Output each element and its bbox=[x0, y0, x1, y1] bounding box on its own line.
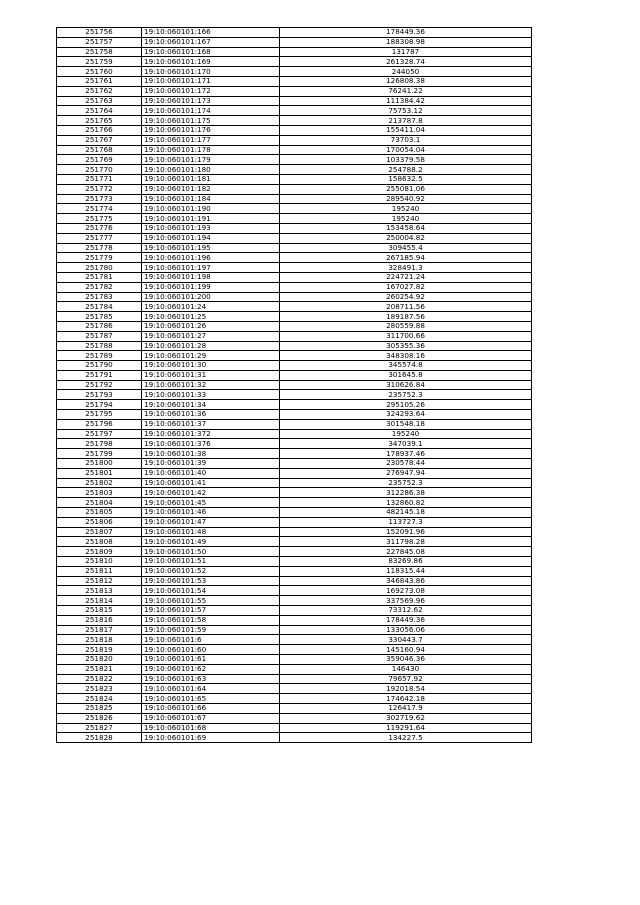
cadastral-number-cell: 19:10:060101:24 bbox=[142, 302, 280, 312]
cadastral-number-cell: 19:10:060101:180 bbox=[142, 165, 280, 175]
cadastral-number-cell: 19:10:060101:197 bbox=[142, 263, 280, 273]
value-cell: 113727.3 bbox=[280, 517, 532, 527]
value-cell: 227845.08 bbox=[280, 547, 532, 557]
table-row bbox=[57, 517, 532, 527]
table-row bbox=[57, 449, 532, 459]
cadastral-number-cell: 19:10:060101:26 bbox=[142, 321, 280, 331]
value-cell: 254788.2 bbox=[280, 165, 532, 175]
value-cell: 146430 bbox=[280, 664, 532, 674]
table-row bbox=[57, 468, 532, 478]
value-cell: 153458.64 bbox=[280, 223, 532, 233]
table-row bbox=[57, 302, 532, 312]
value-cell: 189187.56 bbox=[280, 312, 532, 322]
cadastral-number-cell: 19:10:060101:174 bbox=[142, 106, 280, 116]
row-id-cell: 251824 bbox=[57, 694, 142, 704]
cadastral-number-cell: 19:10:060101:199 bbox=[142, 282, 280, 292]
cadastral-number-cell: 19:10:060101:69 bbox=[142, 733, 280, 743]
value-cell: 309455.4 bbox=[280, 243, 532, 253]
value-cell: 311700.66 bbox=[280, 331, 532, 341]
value-cell: 73312.62 bbox=[280, 606, 532, 616]
table-row bbox=[57, 145, 532, 155]
cadastral-number-cell: 19:10:060101:172 bbox=[142, 86, 280, 96]
table-row bbox=[57, 498, 532, 508]
row-id-cell: 251800 bbox=[57, 459, 142, 469]
table-row bbox=[57, 557, 532, 567]
value-cell: 224721.24 bbox=[280, 272, 532, 282]
value-cell: 126808.38 bbox=[280, 76, 532, 86]
row-id-cell: 251818 bbox=[57, 635, 142, 645]
row-id-cell: 251793 bbox=[57, 390, 142, 400]
value-cell: 295105.26 bbox=[280, 400, 532, 410]
cadastral-number-cell: 19:10:060101:196 bbox=[142, 253, 280, 263]
row-id-cell: 251795 bbox=[57, 410, 142, 420]
row-id-cell: 251782 bbox=[57, 282, 142, 292]
cadastral-number-cell: 19:10:060101:182 bbox=[142, 184, 280, 194]
row-id-cell: 251759 bbox=[57, 57, 142, 67]
table-row bbox=[57, 380, 532, 390]
cadastral-number-cell: 19:10:060101:194 bbox=[142, 233, 280, 243]
cadastral-number-cell: 19:10:060101:51 bbox=[142, 557, 280, 567]
table-row bbox=[57, 243, 532, 253]
cadastral-number-cell: 19:10:060101:47 bbox=[142, 517, 280, 527]
row-id-cell: 251765 bbox=[57, 116, 142, 126]
row-id-cell: 251781 bbox=[57, 272, 142, 282]
table-row bbox=[57, 106, 532, 116]
value-cell: 133056.06 bbox=[280, 625, 532, 635]
row-id-cell: 251758 bbox=[57, 47, 142, 57]
row-id-cell: 251774 bbox=[57, 204, 142, 214]
table-row bbox=[57, 723, 532, 733]
cadastral-number-cell: 19:10:060101:67 bbox=[142, 713, 280, 723]
row-id-cell: 251804 bbox=[57, 498, 142, 508]
row-id-cell: 251796 bbox=[57, 419, 142, 429]
cadastral-number-cell: 19:10:060101:178 bbox=[142, 145, 280, 155]
value-cell: 255081.06 bbox=[280, 184, 532, 194]
cadastral-number-cell: 19:10:060101:166 bbox=[142, 28, 280, 38]
cadastral-number-cell: 19:10:060101:181 bbox=[142, 174, 280, 184]
cadastral-number-cell: 19:10:060101:45 bbox=[142, 498, 280, 508]
value-cell: 328491.3 bbox=[280, 263, 532, 273]
table-row bbox=[57, 204, 532, 214]
row-id-cell: 251790 bbox=[57, 361, 142, 371]
row-id-cell: 251768 bbox=[57, 145, 142, 155]
value-cell: 174642.18 bbox=[280, 694, 532, 704]
table-row bbox=[57, 76, 532, 86]
row-id-cell: 251807 bbox=[57, 527, 142, 537]
row-id-cell: 251761 bbox=[57, 76, 142, 86]
row-id-cell: 251806 bbox=[57, 517, 142, 527]
row-id-cell: 251814 bbox=[57, 596, 142, 606]
table-row bbox=[57, 321, 532, 331]
row-id-cell: 251764 bbox=[57, 106, 142, 116]
value-cell: 235752.3 bbox=[280, 390, 532, 400]
table-row bbox=[57, 194, 532, 204]
table-row bbox=[57, 488, 532, 498]
row-id-cell: 251757 bbox=[57, 37, 142, 47]
row-id-cell: 251788 bbox=[57, 341, 142, 351]
cadastral-number-cell: 19:10:060101:54 bbox=[142, 586, 280, 596]
table-row bbox=[57, 174, 532, 184]
value-cell: 192018.54 bbox=[280, 684, 532, 694]
value-cell: 337569.96 bbox=[280, 596, 532, 606]
row-id-cell: 251815 bbox=[57, 606, 142, 616]
value-cell: 311798.28 bbox=[280, 537, 532, 547]
row-id-cell: 251794 bbox=[57, 400, 142, 410]
cadastral-number-cell: 19:10:060101:55 bbox=[142, 596, 280, 606]
cadastral-number-cell: 19:10:060101:168 bbox=[142, 47, 280, 57]
cadastral-number-cell: 19:10:060101:372 bbox=[142, 429, 280, 439]
value-cell: 178937.46 bbox=[280, 449, 532, 459]
cadastral-number-cell: 19:10:060101:193 bbox=[142, 223, 280, 233]
table-row bbox=[57, 664, 532, 674]
row-id-cell: 251780 bbox=[57, 263, 142, 273]
table-row bbox=[57, 694, 532, 704]
row-id-cell: 251799 bbox=[57, 449, 142, 459]
table-row bbox=[57, 253, 532, 263]
row-id-cell: 251775 bbox=[57, 214, 142, 224]
table-row bbox=[57, 674, 532, 684]
cadastral-number-cell: 19:10:060101:30 bbox=[142, 361, 280, 371]
table-row bbox=[57, 419, 532, 429]
cadastral-number-cell: 19:10:060101:57 bbox=[142, 606, 280, 616]
row-id-cell: 251785 bbox=[57, 312, 142, 322]
table-row bbox=[57, 57, 532, 67]
value-cell: 167027.82 bbox=[280, 282, 532, 292]
row-id-cell: 251786 bbox=[57, 321, 142, 331]
cadastral-number-cell: 19:10:060101:53 bbox=[142, 576, 280, 586]
cadastral-number-cell: 19:10:060101:175 bbox=[142, 116, 280, 126]
row-id-cell: 251789 bbox=[57, 351, 142, 361]
row-id-cell: 251762 bbox=[57, 86, 142, 96]
cadastral-number-cell: 19:10:060101:176 bbox=[142, 125, 280, 135]
cadastral-number-cell: 19:10:060101:173 bbox=[142, 96, 280, 106]
cadastral-number-cell: 19:10:060101:33 bbox=[142, 390, 280, 400]
value-cell: 301645.8 bbox=[280, 370, 532, 380]
table-row bbox=[57, 37, 532, 47]
cadastral-number-cell: 19:10:060101:190 bbox=[142, 204, 280, 214]
value-cell: 310626.84 bbox=[280, 380, 532, 390]
value-cell: 312286.38 bbox=[280, 488, 532, 498]
cadastral-number-cell: 19:10:060101:171 bbox=[142, 76, 280, 86]
value-cell: 250004.82 bbox=[280, 233, 532, 243]
table-row bbox=[57, 282, 532, 292]
table-row bbox=[57, 361, 532, 371]
table-row bbox=[57, 733, 532, 743]
row-id-cell: 251767 bbox=[57, 135, 142, 145]
table-row bbox=[57, 703, 532, 713]
table-row bbox=[57, 684, 532, 694]
value-cell: 195240 bbox=[280, 429, 532, 439]
cadastral-number-cell: 19:10:060101:32 bbox=[142, 380, 280, 390]
value-cell: 301548.18 bbox=[280, 419, 532, 429]
row-id-cell: 251787 bbox=[57, 331, 142, 341]
cadastral-number-cell: 19:10:060101:50 bbox=[142, 547, 280, 557]
row-id-cell: 251779 bbox=[57, 253, 142, 263]
row-id-cell: 251826 bbox=[57, 713, 142, 723]
value-cell: 75753.12 bbox=[280, 106, 532, 116]
value-cell: 195240 bbox=[280, 204, 532, 214]
value-cell: 131787 bbox=[280, 47, 532, 57]
value-cell: 260254.92 bbox=[280, 292, 532, 302]
table-row bbox=[57, 537, 532, 547]
value-cell: 280559.88 bbox=[280, 321, 532, 331]
cadastral-number-cell: 19:10:060101:41 bbox=[142, 478, 280, 488]
table-row bbox=[57, 125, 532, 135]
cadastral-number-cell: 19:10:060101:184 bbox=[142, 194, 280, 204]
row-id-cell: 251769 bbox=[57, 155, 142, 165]
table-row bbox=[57, 292, 532, 302]
value-cell: 83269.86 bbox=[280, 557, 532, 567]
cadastral-number-cell: 19:10:060101:37 bbox=[142, 419, 280, 429]
row-id-cell: 251819 bbox=[57, 645, 142, 655]
cadastral-number-cell: 19:10:060101:52 bbox=[142, 566, 280, 576]
row-id-cell: 251803 bbox=[57, 488, 142, 498]
row-id-cell: 251827 bbox=[57, 723, 142, 733]
cadastral-number-cell: 19:10:060101:28 bbox=[142, 341, 280, 351]
cadastral-number-cell: 19:10:060101:29 bbox=[142, 351, 280, 361]
value-cell: 244050 bbox=[280, 67, 532, 77]
cadastral-number-cell: 19:10:060101:34 bbox=[142, 400, 280, 410]
cadastral-number-cell: 19:10:060101:200 bbox=[142, 292, 280, 302]
value-cell: 76241.22 bbox=[280, 86, 532, 96]
row-id-cell: 251821 bbox=[57, 664, 142, 674]
table-row bbox=[57, 615, 532, 625]
value-cell: 347039.1 bbox=[280, 439, 532, 449]
data-table bbox=[56, 27, 532, 743]
table-row bbox=[57, 214, 532, 224]
value-cell: 276947.94 bbox=[280, 468, 532, 478]
row-id-cell: 251817 bbox=[57, 625, 142, 635]
table-row bbox=[57, 341, 532, 351]
cadastral-number-cell: 19:10:060101:36 bbox=[142, 410, 280, 420]
cadastral-number-cell: 19:10:060101:195 bbox=[142, 243, 280, 253]
cadastral-number-cell: 19:10:060101:46 bbox=[142, 508, 280, 518]
row-id-cell: 251813 bbox=[57, 586, 142, 596]
row-id-cell: 251792 bbox=[57, 380, 142, 390]
value-cell: 195240 bbox=[280, 214, 532, 224]
table-row bbox=[57, 439, 532, 449]
table-row bbox=[57, 86, 532, 96]
table-row bbox=[57, 586, 532, 596]
value-cell: 267185.94 bbox=[280, 253, 532, 263]
value-cell: 289540.92 bbox=[280, 194, 532, 204]
value-cell: 261328.74 bbox=[280, 57, 532, 67]
table-row bbox=[57, 165, 532, 175]
table-row bbox=[57, 351, 532, 361]
cadastral-number-cell: 19:10:060101:170 bbox=[142, 67, 280, 77]
row-id-cell: 251823 bbox=[57, 684, 142, 694]
table-row bbox=[57, 527, 532, 537]
table-row bbox=[57, 655, 532, 665]
value-cell: 103379.58 bbox=[280, 155, 532, 165]
value-cell: 169273.08 bbox=[280, 586, 532, 596]
cadastral-number-cell: 19:10:060101:177 bbox=[142, 135, 280, 145]
table-row bbox=[57, 116, 532, 126]
table-row bbox=[57, 67, 532, 77]
value-cell: 178449.36 bbox=[280, 615, 532, 625]
cadastral-number-cell: 19:10:060101:179 bbox=[142, 155, 280, 165]
cadastral-number-cell: 19:10:060101:169 bbox=[142, 57, 280, 67]
table-row bbox=[57, 576, 532, 586]
table-row bbox=[57, 263, 532, 273]
value-cell: 324293.64 bbox=[280, 410, 532, 420]
row-id-cell: 251772 bbox=[57, 184, 142, 194]
value-cell: 73703.1 bbox=[280, 135, 532, 145]
cadastral-number-cell: 19:10:060101:167 bbox=[142, 37, 280, 47]
value-cell: 152091.96 bbox=[280, 527, 532, 537]
table-row bbox=[57, 625, 532, 635]
row-id-cell: 251756 bbox=[57, 28, 142, 38]
value-cell: 345574.8 bbox=[280, 361, 532, 371]
table-row bbox=[57, 184, 532, 194]
value-cell: 170054.04 bbox=[280, 145, 532, 155]
table-row bbox=[57, 566, 532, 576]
cadastral-number-cell: 19:10:060101:40 bbox=[142, 468, 280, 478]
table-row bbox=[57, 28, 532, 38]
table-row bbox=[57, 312, 532, 322]
row-id-cell: 251778 bbox=[57, 243, 142, 253]
table-row bbox=[57, 410, 532, 420]
row-id-cell: 251811 bbox=[57, 566, 142, 576]
row-id-cell: 251798 bbox=[57, 439, 142, 449]
row-id-cell: 251822 bbox=[57, 674, 142, 684]
value-cell: 134227.5 bbox=[280, 733, 532, 743]
value-cell: 346843.86 bbox=[280, 576, 532, 586]
value-cell: 155411.04 bbox=[280, 125, 532, 135]
cadastral-number-cell: 19:10:060101:66 bbox=[142, 703, 280, 713]
row-id-cell: 251763 bbox=[57, 96, 142, 106]
value-cell: 208711.56 bbox=[280, 302, 532, 312]
cadastral-number-cell: 19:10:060101:27 bbox=[142, 331, 280, 341]
table-row bbox=[57, 645, 532, 655]
row-id-cell: 251825 bbox=[57, 703, 142, 713]
cadastral-number-cell: 19:10:060101:59 bbox=[142, 625, 280, 635]
cadastral-number-cell: 19:10:060101:191 bbox=[142, 214, 280, 224]
value-cell: 178449.36 bbox=[280, 28, 532, 38]
table-row bbox=[57, 96, 532, 106]
table-row bbox=[57, 596, 532, 606]
cadastral-number-cell: 19:10:060101:62 bbox=[142, 664, 280, 674]
row-id-cell: 251805 bbox=[57, 508, 142, 518]
table-row bbox=[57, 331, 532, 341]
value-cell: 359046.36 bbox=[280, 655, 532, 665]
table-row bbox=[57, 135, 532, 145]
row-id-cell: 251771 bbox=[57, 174, 142, 184]
value-cell: 230578.44 bbox=[280, 459, 532, 469]
cadastral-number-cell: 19:10:060101:58 bbox=[142, 615, 280, 625]
row-id-cell: 251809 bbox=[57, 547, 142, 557]
cadastral-number-cell: 19:10:060101:61 bbox=[142, 655, 280, 665]
row-id-cell: 251791 bbox=[57, 370, 142, 380]
table-row bbox=[57, 400, 532, 410]
table-row bbox=[57, 233, 532, 243]
cadastral-number-cell: 19:10:060101:63 bbox=[142, 674, 280, 684]
value-cell: 132860.82 bbox=[280, 498, 532, 508]
value-cell: 158632.5 bbox=[280, 174, 532, 184]
value-cell: 126417.9 bbox=[280, 703, 532, 713]
row-id-cell: 251810 bbox=[57, 557, 142, 567]
cadastral-number-cell: 19:10:060101:60 bbox=[142, 645, 280, 655]
cadastral-number-cell: 19:10:060101:39 bbox=[142, 459, 280, 469]
table-body bbox=[57, 28, 532, 743]
cadastral-number-cell: 19:10:060101:198 bbox=[142, 272, 280, 282]
row-id-cell: 251820 bbox=[57, 655, 142, 665]
value-cell: 145160.94 bbox=[280, 645, 532, 655]
cadastral-number-cell: 19:10:060101:6 bbox=[142, 635, 280, 645]
table-row bbox=[57, 155, 532, 165]
row-id-cell: 251766 bbox=[57, 125, 142, 135]
row-id-cell: 251812 bbox=[57, 576, 142, 586]
table-row bbox=[57, 390, 532, 400]
value-cell: 79657.92 bbox=[280, 674, 532, 684]
row-id-cell: 251773 bbox=[57, 194, 142, 204]
table-row bbox=[57, 47, 532, 57]
value-cell: 118315.44 bbox=[280, 566, 532, 576]
cadastral-number-cell: 19:10:060101:376 bbox=[142, 439, 280, 449]
value-cell: 348308.16 bbox=[280, 351, 532, 361]
value-cell: 305355.36 bbox=[280, 341, 532, 351]
value-cell: 330443.7 bbox=[280, 635, 532, 645]
row-id-cell: 251828 bbox=[57, 733, 142, 743]
cadastral-number-cell: 19:10:060101:68 bbox=[142, 723, 280, 733]
cadastral-number-cell: 19:10:060101:64 bbox=[142, 684, 280, 694]
cadastral-number-cell: 19:10:060101:25 bbox=[142, 312, 280, 322]
value-cell: 235752.3 bbox=[280, 478, 532, 488]
value-cell: 119291.64 bbox=[280, 723, 532, 733]
table-row bbox=[57, 478, 532, 488]
table-row bbox=[57, 606, 532, 616]
cadastral-number-cell: 19:10:060101:31 bbox=[142, 370, 280, 380]
cadastral-number-cell: 19:10:060101:65 bbox=[142, 694, 280, 704]
row-id-cell: 251783 bbox=[57, 292, 142, 302]
table-row bbox=[57, 459, 532, 469]
row-id-cell: 251784 bbox=[57, 302, 142, 312]
table-row bbox=[57, 508, 532, 518]
row-id-cell: 251797 bbox=[57, 429, 142, 439]
cadastral-number-cell: 19:10:060101:38 bbox=[142, 449, 280, 459]
row-id-cell: 251770 bbox=[57, 165, 142, 175]
row-id-cell: 251776 bbox=[57, 223, 142, 233]
cadastral-number-cell: 19:10:060101:48 bbox=[142, 527, 280, 537]
value-cell: 188308.98 bbox=[280, 37, 532, 47]
table-row bbox=[57, 713, 532, 723]
cadastral-number-cell: 19:10:060101:42 bbox=[142, 488, 280, 498]
row-id-cell: 251801 bbox=[57, 468, 142, 478]
table-row bbox=[57, 223, 532, 233]
row-id-cell: 251816 bbox=[57, 615, 142, 625]
table-row bbox=[57, 370, 532, 380]
value-cell: 302719.62 bbox=[280, 713, 532, 723]
table-row bbox=[57, 547, 532, 557]
value-cell: 213787.8 bbox=[280, 116, 532, 126]
row-id-cell: 251802 bbox=[57, 478, 142, 488]
table-row bbox=[57, 635, 532, 645]
value-cell: 482145.18 bbox=[280, 508, 532, 518]
row-id-cell: 251777 bbox=[57, 233, 142, 243]
value-cell: 111384.42 bbox=[280, 96, 532, 106]
row-id-cell: 251808 bbox=[57, 537, 142, 547]
row-id-cell: 251760 bbox=[57, 67, 142, 77]
table-row bbox=[57, 429, 532, 439]
table-row bbox=[57, 272, 532, 282]
cadastral-number-cell: 19:10:060101:49 bbox=[142, 537, 280, 547]
